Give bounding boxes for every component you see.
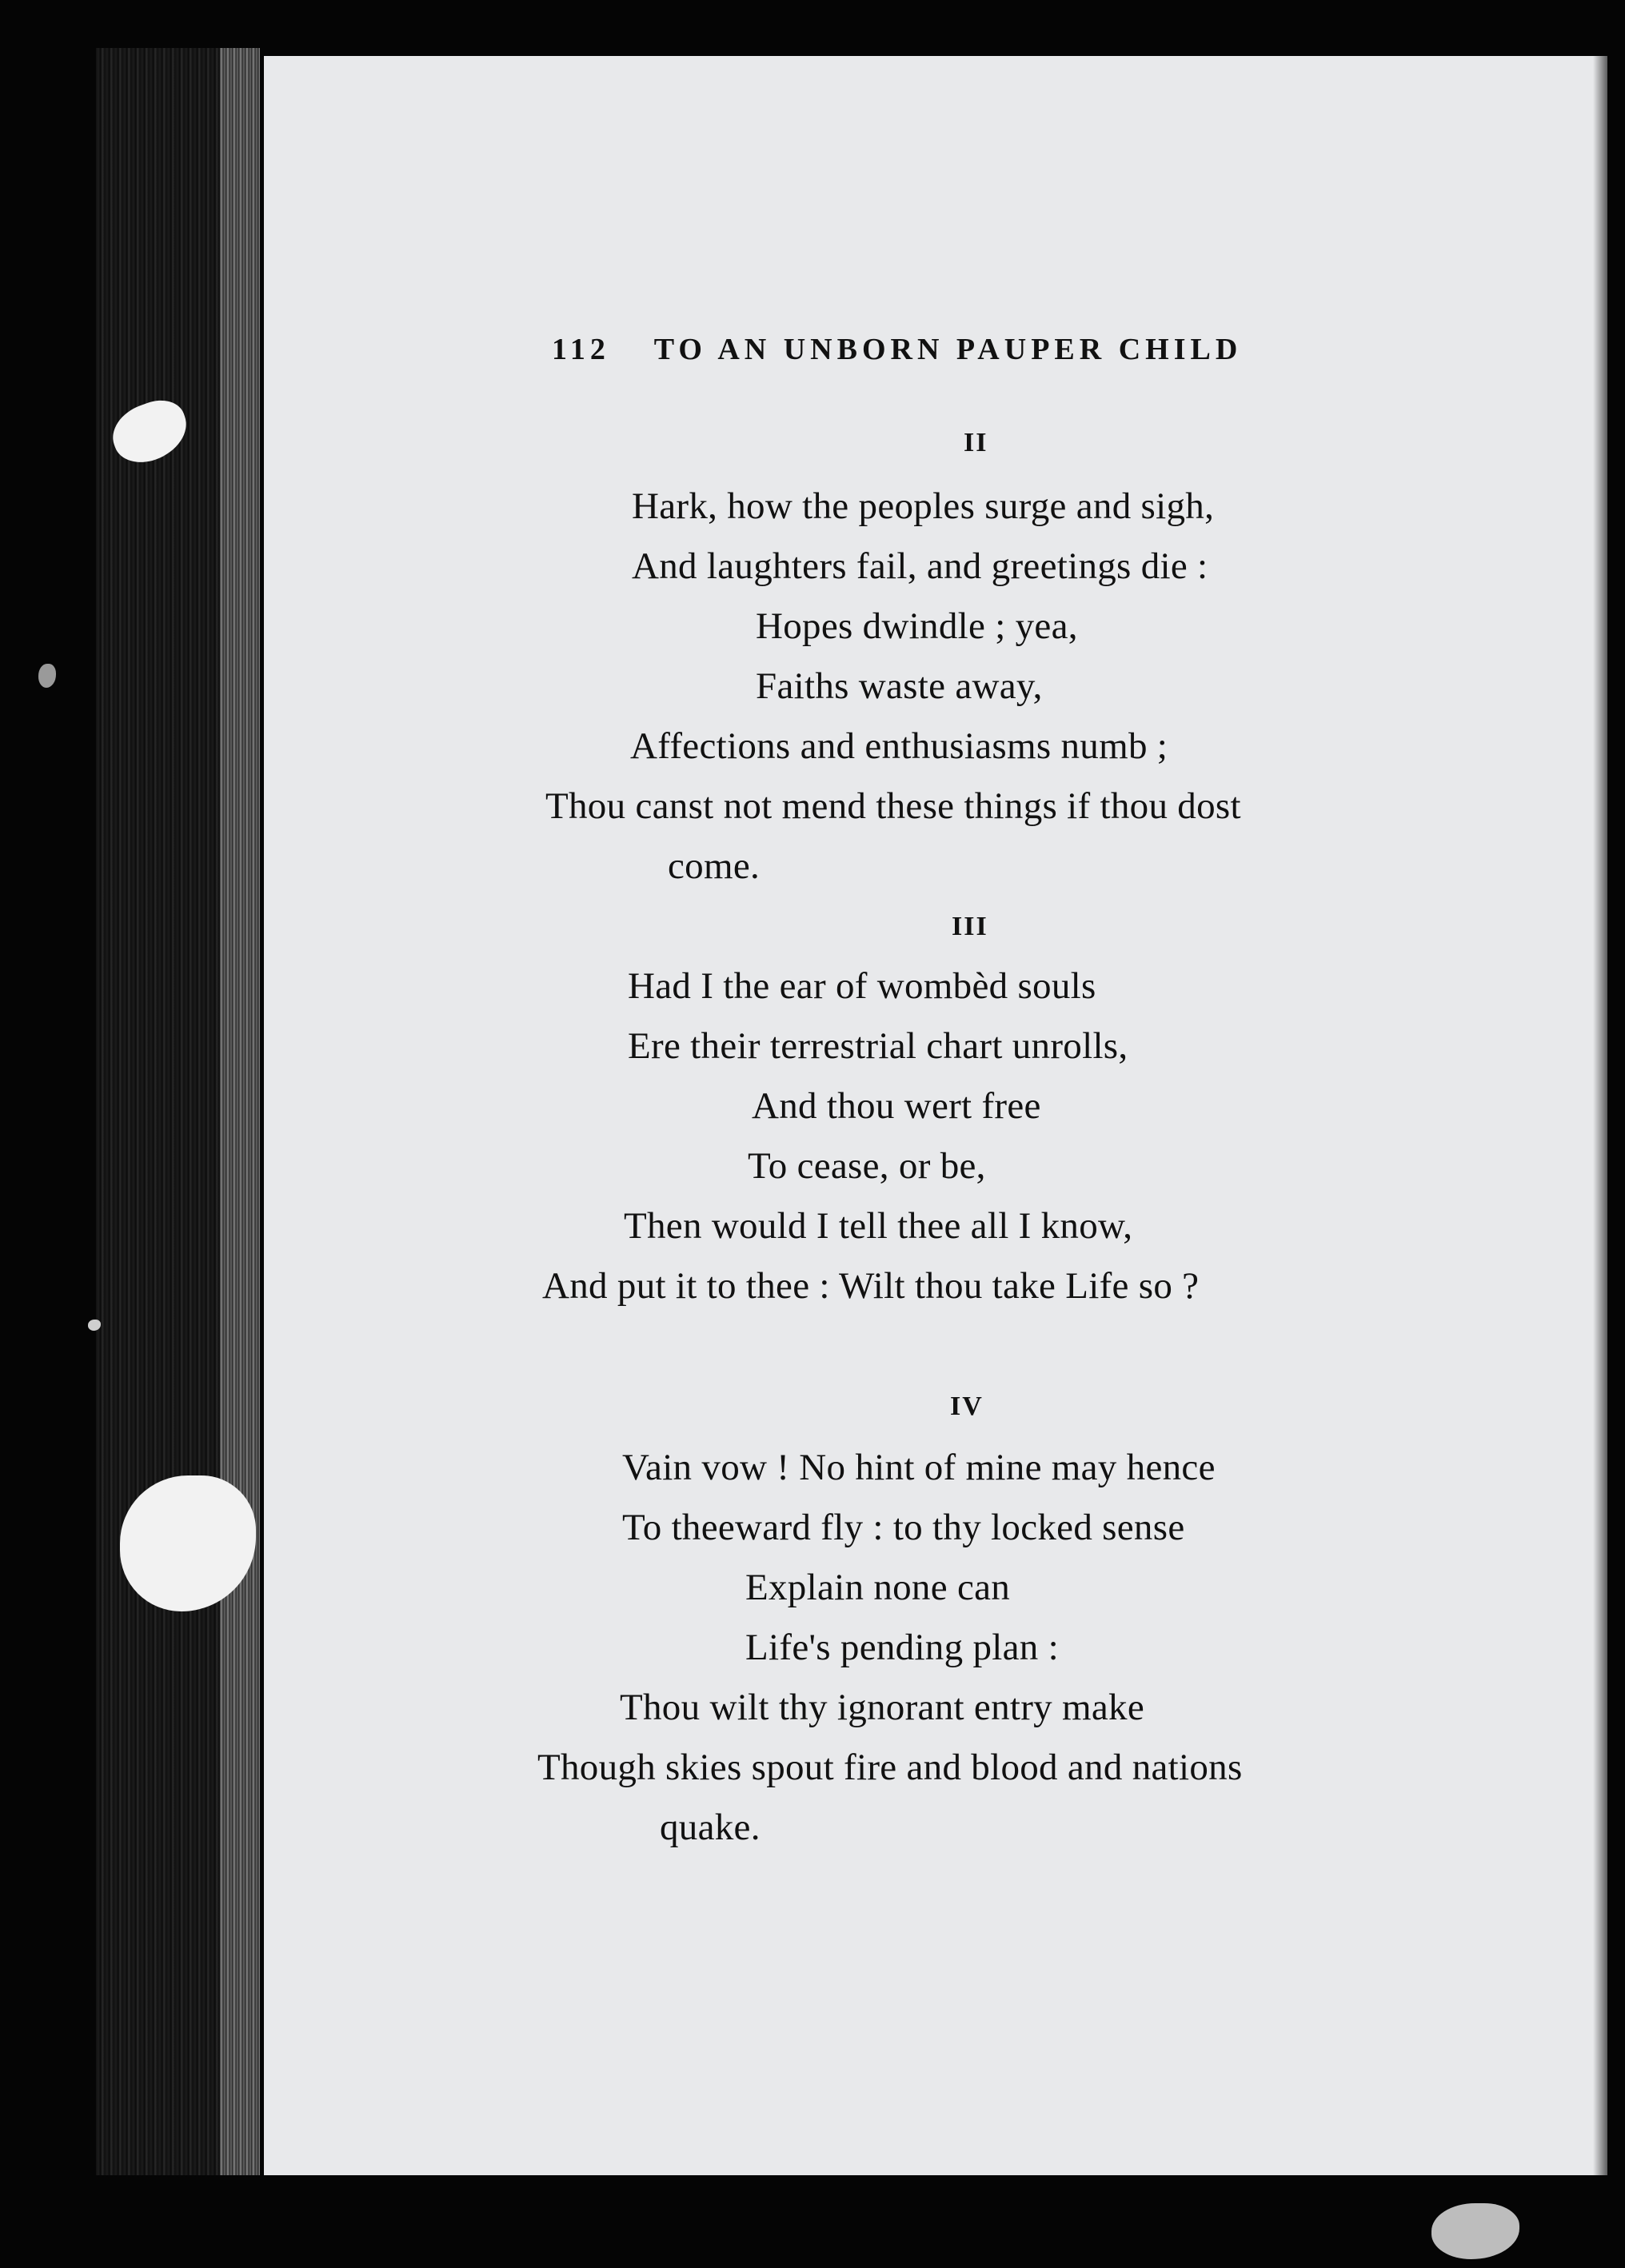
poem-line: Though skies spout fire and blood and nations [537,1747,1243,1788]
poem-line: Hark, how the peoples surge and sigh, [632,485,1215,527]
poem-line: Vain vow ! No hint of mine may hence [622,1447,1216,1488]
poem-line: Hopes dwindle ; yea, [756,605,1078,647]
stanza-numeral: III [952,912,988,941]
stanza-numeral: IV [950,1392,984,1421]
poem-line: Faiths waste away, [756,665,1043,707]
running-title: TO AN UNBORN PAUPER CHILD [653,333,1243,366]
poem-line: quake. [660,1807,761,1848]
poem-line: Ere their terrestrial chart unrolls, [628,1025,1128,1067]
poem-line: come. [668,845,761,887]
poem-line: And thou wert free [752,1085,1041,1127]
poem-line: Had I the ear of wombèd souls [628,965,1096,1007]
page-number: 112 [552,333,610,366]
poem-line: Then would I tell thee all I know, [624,1205,1133,1247]
poem-line: Explain none can [745,1567,1011,1608]
poem-line: Life's pending plan : [745,1627,1059,1668]
poem-line: To theeward fly : to thy locked sense [622,1507,1185,1548]
poem-line: Thou wilt thy ignorant entry make [620,1687,1145,1728]
stanza-numeral: II [964,428,988,457]
poem-line: Thou canst not mend these things if thou dost [545,785,1241,827]
poem-line: And laughters fail, and greetings die : [632,545,1208,587]
poem-line: To cease, or be, [748,1145,986,1187]
poem-line: And put it to thee : Wilt thou take Life so ? [542,1265,1200,1307]
poem-line: Affections and enthusiasms numb ; [630,725,1168,767]
